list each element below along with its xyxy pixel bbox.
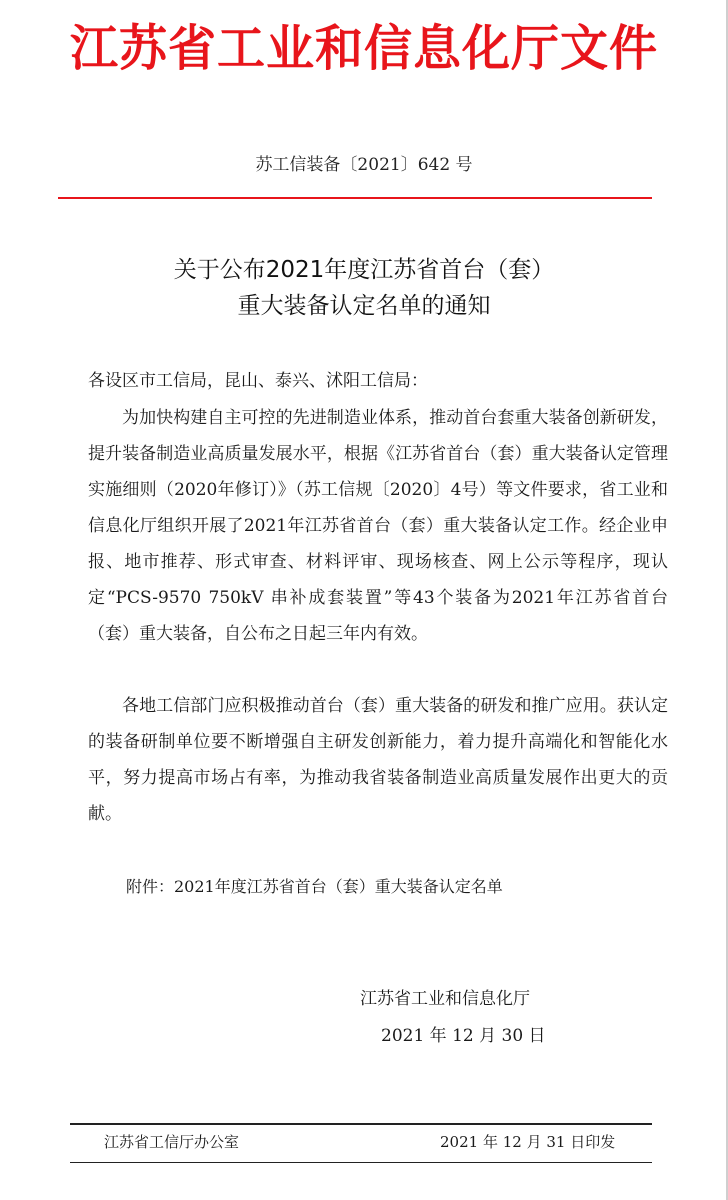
footer-bottom-rule <box>70 1162 652 1163</box>
notice-title-line-2: 重大装备认定名单的通知 <box>237 293 491 319</box>
masthead-title: 江苏省工业和信息化厅文件 <box>69 19 659 77</box>
notice-title-line-1: 关于公布2021年度江苏省首台（套） <box>173 257 555 283</box>
footer-top-rule <box>70 1123 652 1125</box>
document-number: 苏工信装备〔2021〕642 号 <box>255 155 473 175</box>
signature-organization: 江苏省工业和信息化厅 <box>360 989 530 1009</box>
footer-print-date: 2021 年 12 月 31 日印发 <box>440 1133 616 1151</box>
red-separator-line <box>58 197 652 199</box>
footer-issuing-office: 江苏省工信厅办公室 <box>104 1133 240 1151</box>
attachment-note: 附件：2021年度江苏省首台（套）重大装备认定名单 <box>126 877 503 896</box>
salutation: 各设区市工信局，昆山、泰兴、沭阳工信局： <box>88 371 428 391</box>
signature-date: 2021 年 12 月 30 日 <box>381 1026 546 1046</box>
notice-title <box>0 252 728 324</box>
body-paragraph-1: 为加快构建自主可控的先进制造业体系，推动首台套重大装备创新研发，提升装备制造业高质量发展水平，根据《江苏省首台（套）重大装备认定管理实施细则（2020年修订）》（苏工信规〔2020〕4号）等文件要求，省工业和信息化厅组织开展了2021年江苏省首台（套）重大装备认定工作。经企业申报、地市推荐、形式审查、材料评审、现场核查、网上公示等程序，现认定“PCS-9570 750kV 串补成套装置”等43个装备为2021年江苏省首台（套）重大装备，自公布之日起三年内有效。 <box>88 408 668 644</box>
body-paragraph-2: 各地工信部门应积极推动首台（套）重大装备的研发和推广应用。获认定的装备研制单位要不断增强自主研发创新能力，着力提升高端化和智能化水平，努力提高市场占有率，为推动我省装备制造业高质量发展作出更大的贡献。 <box>88 696 668 824</box>
